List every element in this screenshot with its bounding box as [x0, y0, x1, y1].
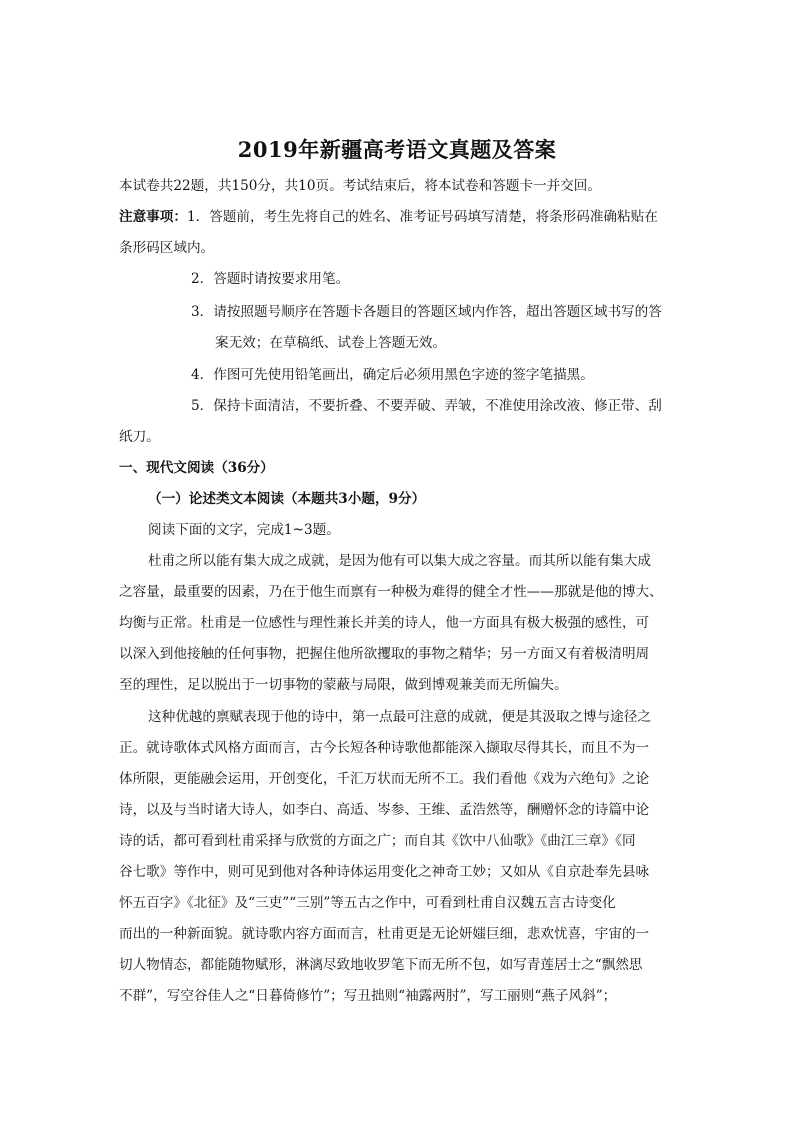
- para2-line: 切人物情态，都能随物赋形，淋漓尽致地收罗笔下而无所不包，如写青莲居士之“飘然思: [119, 957, 643, 973]
- para2-line: 体所限，更能融会运用，开创变化，千汇万状而无所不工。我们看他《戏为六绝句》之论: [119, 771, 650, 787]
- notice-item-1-line-1: [119, 208, 675, 226]
- notice-item-3-line-1: 3．请按照题号顺序在答题卡各题目的答题区域内作答，超出答题区域书写的答: [191, 304, 662, 320]
- notice-label: 注意事项：: [119, 209, 187, 225]
- para2-line: 诗，以及与当时诸大诗人，如李白、高适、岑参、王维、孟浩然等，酬赠怀念的诗篇中论: [119, 802, 650, 818]
- document-title: 2019年新疆高考语文真题及答案: [237, 137, 557, 162]
- section-heading: 一、现代文阅读（36分）: [119, 460, 274, 476]
- para1-line: 至的理性，足以脱出于一切事物的蒙蔽与局限，做到博观兼美而无所偏失。: [119, 677, 568, 693]
- intro-text: 本试卷共22题，共150分，共10页。考试结束后，将本试卷和答题卡一并交回。: [119, 178, 601, 194]
- para1-line: 以深入到他接触的任何事物，把握住他所欲攫取的事物之精华；另一方面又有着极清明周: [119, 646, 650, 662]
- para2-line: 正。就诗歌体式风格方面而言，古今长短各种诗歌他都能深入撷取尽得其长，而且不为一: [119, 740, 650, 756]
- subsection-heading: （一）论述类文本阅读（本题共3小题，9分）: [148, 491, 426, 507]
- para1-line: 均衡与正常。杜甫是一位感性与理性兼长并美的诗人，他一方面具有极大极强的感性，可: [119, 615, 650, 631]
- para2-line: 怀五百字》《北征》及“三吏”“三别”等五古之作中，可看到杜甫自汉魏五言古诗变化: [119, 895, 616, 911]
- notice-item-2: 2．答题时请按要求用笔。: [191, 271, 350, 287]
- para2-line: 谷七歌》等作中，则可见到他对各种诗体运用变化之神奇工妙；又如从《自京赴奉先县咏: [119, 864, 650, 880]
- para1-line: 之容量，最重要的因素，乃在于他生而禀有一种极为难得的健全才性——那就是他的博大、: [119, 584, 663, 600]
- reading-instruction: 阅读下面的文字，完成1~3题。: [148, 522, 340, 538]
- notice-item-1-text: 1．答题前，考生先将自己的姓名、准考证号码填写清楚，将条形码准确粘贴在: [186, 209, 658, 225]
- para2-line: 诗的话，都可看到杜甫采择与欣赏的方面之广；而自其《饮中八仙歌》《曲江三章》《同: [119, 833, 636, 849]
- notice-item-5-line-2: 纸刀。: [119, 429, 160, 445]
- notice-item-5-line-1: 5．保持卡面清洁，不要折叠、不要弄破、弄皱，不准使用涂改液、修正带、刮: [191, 398, 662, 414]
- para2-line: 不群”，写空谷佳人之“日暮倚修竹”；写丑拙则“袖露两肘”，写工丽则“燕子风斜”；: [119, 988, 617, 1004]
- para2-line: 这种优越的禀赋表现于他的诗中，第一点最可注意的成就，便是其汲取之博与途径之: [148, 709, 651, 725]
- notice-item-3-line-2: 案无效；在草稿纸、试卷上答题无效。: [215, 335, 447, 351]
- para1-line: 杜甫之所以能有集大成之成就，是因为他有可以集大成之容量。而其所以能有集大成: [148, 553, 651, 569]
- para2-line: 而出的一种新面貌。就诗歌内容方面而言，杜甫更是无论妍媸巨细，悲欢忧喜，宇宙的一: [119, 926, 650, 942]
- notice-item-1-line-2: 条形码区域内。: [119, 240, 215, 256]
- notice-item-4: 4．作图可先使用铅笔画出，确定后必须用黑色字迹的签字笔描黑。: [191, 367, 594, 383]
